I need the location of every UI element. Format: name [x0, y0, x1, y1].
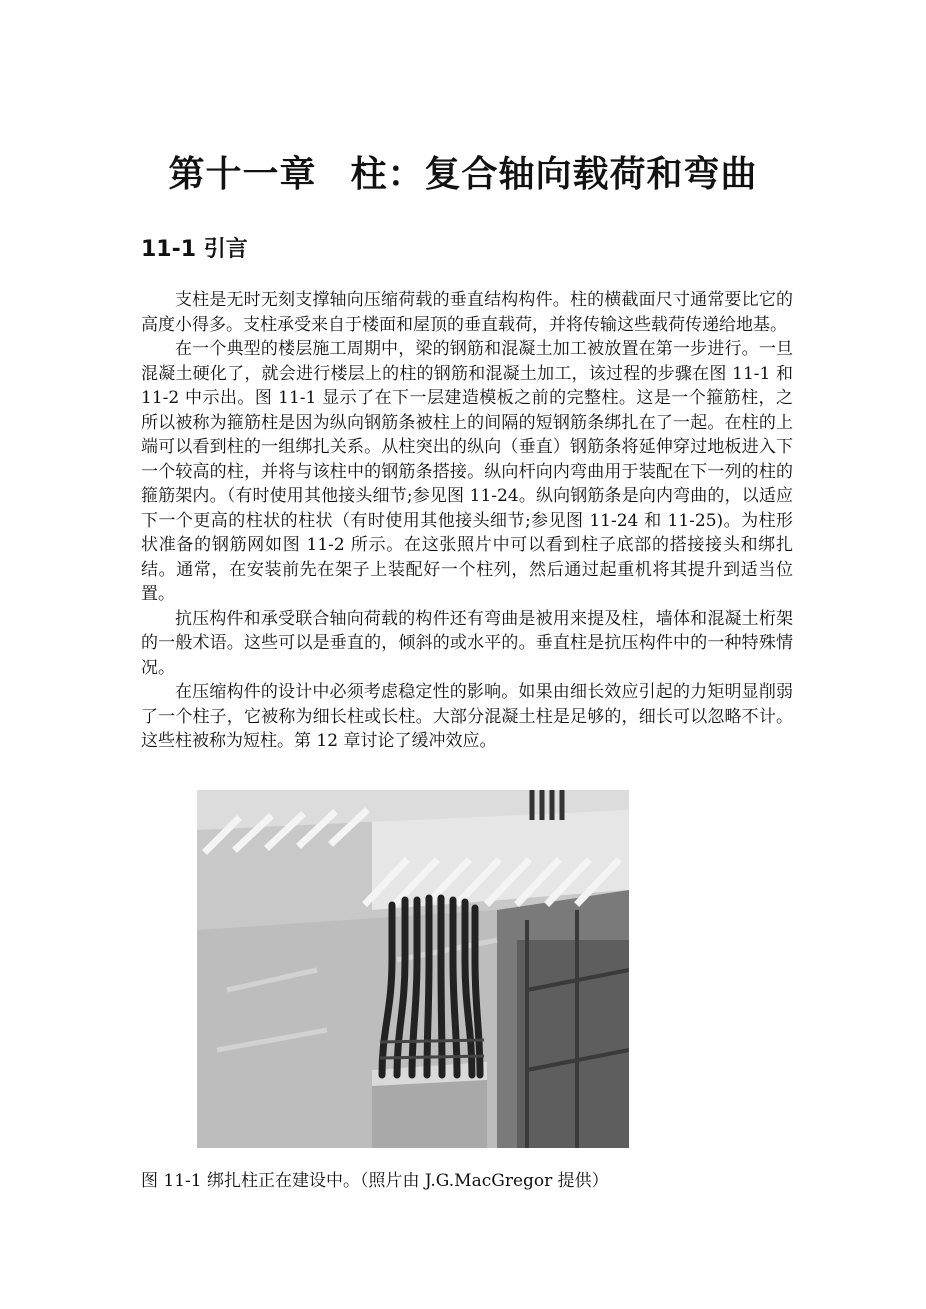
paragraph-3: 抗压构件和承受联合轴向荷载的构件还有弯曲是被用来提及柱，墙体和混凝土桁架的一般术语。这些可以是垂直的，倾斜的或水平的。垂直柱是抗压构件中的一种特殊情况。: [141, 608, 793, 678]
paragraph-4: 在压缩构件的设计中必须考虑稳定性的影响。如果由细长效应引起的力矩明显削弱了一个柱子，它被称为细长柱或长柱。大部分混凝土柱是足够的，细长可以忽略不计。这些柱被称为短柱。第 12 章讨论了缓冲效应。: [141, 682, 793, 751]
section-heading: 11-1 引言: [141, 237, 248, 262]
column-photo-illustration: [197, 790, 629, 1148]
column-photo: [197, 790, 629, 1148]
chapter-subject: 柱：复合轴向载荷和弯曲: [350, 153, 758, 195]
body-text: [141, 288, 793, 754]
paragraph-2: 在一个典型的楼层施工周期中，梁的钢筋和混凝土加工被放置在第一步进行。一旦混凝土硬化了，就会进行楼层上的柱的钢筋和混凝土加工，该过程的步骤在图 11-1 和 11-2 中示出。图 11-1 显示了在下一层建造模板之前的完整柱。这是一个箍筋柱，之所以被称为箍筋柱是因为纵向钢筋条被柱上的间隔的短钢筋条绑扎在了一起。在柱的上端可以看到柱的一组绑扎关系。从柱突出的纵向（垂直）钢筋条将延伸穿过地板进入下一个较高的柱，并将与该柱中的钢筋条搭接。纵向杆向内弯曲用于装配在下一列的柱的箍筋架内。（有时使用其他接头细节;参见图 11-24。纵向钢筋条是向内弯曲的，以适应下一个更高的柱状的柱状（有时使用其他接头细节;参见图 11-24 和 11-25)。为柱形状准备的钢筋网如图 11-2 所示。在这张照片中可以看到柱子底部的搭接接头和绑扎结。通常，在安装前先在架子上装配好一个柱列，然后通过起重机将其提升到适当位置。: [141, 339, 793, 604]
figure-caption: 图 11-1 绑扎柱正在建设中。（照片由 J.G.MacGregor 提供）: [141, 1171, 609, 1191]
chapter-title: [0, 146, 926, 197]
chapter-number: 第十一章: [168, 153, 317, 195]
paragraph-1: 支柱是无时无刻支撑轴向压缩荷载的垂直结构构件。柱的横截面尺寸通常要比它的高度小得多。支柱承受来自于楼面和屋顶的垂直载荷，并将传输这些载荷传递给地基。: [141, 290, 793, 335]
